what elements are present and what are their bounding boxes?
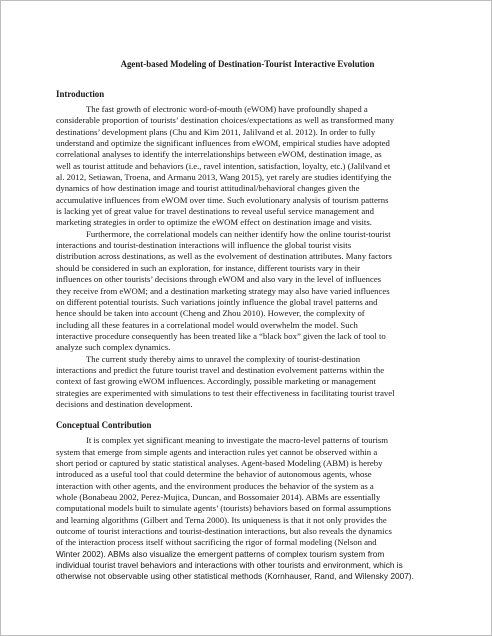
text-line: influences on other tourists’ decisions through eWOM and also vary in the level of influences [56, 274, 382, 285]
text-line: context of fast growing eWOM influences. Accordingly, possible marketing or management [56, 376, 376, 387]
text-line: understand and optimize the significant influences from eWOM, empirical studies have adopted [56, 138, 390, 149]
body-paragraph [56, 435, 439, 582]
text-line: they receive from eWOM; and a destination marketing strategy may also have varied influences [56, 285, 390, 296]
text-line: introduced as a useful tool that could determine the behavior of autonomous agents, whose [56, 469, 372, 480]
text-line: otherwise not observable using other statistical methods (Kornhauser, Rand, and Wilensky 2007). [56, 571, 414, 582]
text-line: interactions and predict the future tourist travel and destination evolvement patterns within the [56, 364, 385, 375]
text-line: interaction with other agents, and the environment produces the behavior of the system as a [56, 480, 374, 491]
text-line: decisions and destination development. [56, 398, 193, 409]
text-line: interactions and tourist-destination interactions will influence the global tourist visits [56, 240, 352, 251]
paper-title: Agent-based Modeling of Destination-Tourist Interactive Evolution [120, 59, 375, 69]
text-line: on different potential tourists. Such variations jointly influence the global travel patterns and [56, 296, 378, 307]
text-line: of the interaction process itself without sacrificing the rigor of formal modeling (Nelson and [56, 537, 377, 548]
text-line: al. 2012, Setiawan, Troena, and Armanu 2013, Wang 2015), yet rarely are studies identifying the [56, 172, 392, 183]
text-line: should be considered in such an exploration, for instance, different tourists vary in their [56, 262, 361, 273]
text-line: distribution across destinations, as well as the evolvement of destination attributes. Many factors [56, 251, 392, 262]
text-line: short period or captured by static statistical analyses. Agent-based Modeling (ABM) is hereby [56, 457, 383, 468]
text-line: correlational analyses to identify the interrelationships between eWOM, destination image, as [56, 149, 382, 160]
text-line: system that emerge from simple agents and interaction rules yet cannot be observed within a [56, 446, 378, 457]
text-line: whole (Bonabeau 2002, Perez-Mujica, Duncan, and Bossomaier 2014). ABMs are essentially [56, 492, 381, 502]
body-paragraph [56, 229, 439, 354]
text-line: including all these features in a correlational model would overwhelm the model. Such [56, 319, 358, 330]
text-line: marketing strategies in order to optimize the eWOM effect on destination image and visits. [56, 217, 372, 228]
body-paragraph [56, 354, 439, 411]
text-line: well as tourist attitude and behaviors (i.e., ravel intention, satisfaction, loyalty, etc.) (Jalilvand et [56, 160, 391, 171]
text-line: interactive procedure consequently has been treated like a “black box” given the lack of tool to [56, 330, 386, 341]
text-line: Winter 2002). ABMs also visualize the emergent patterns of complex tourism system from [56, 548, 385, 559]
section-heading: Conceptual Contribution [56, 420, 152, 431]
text-line: individual tourist travel behaviors and interactions with other tourists and environment, which is [56, 560, 403, 571]
text-line: accumulative influences from eWOM over time. Such evolutionary analysis of tourism patterns [56, 194, 389, 205]
text-line: is lacking yet of great value for travel destinations to reveal useful service management and [56, 206, 374, 217]
document-body [56, 59, 439, 583]
text-line: analyze such complex dynamics. [56, 342, 171, 353]
text-line: outcome of tourist interactions and tourist-destination interactions, but also reveals the dynamics [56, 526, 392, 537]
text-line: Furthermore, the correlational models can neither identify how the online tourist-tourist [86, 228, 391, 239]
text-line: It is complex yet significant meaning to investigate the macro-level patterns of tourism [86, 435, 389, 446]
body-paragraph [56, 104, 439, 229]
text-line: hence should be taken into account (Cheng and Zhou 2010). However, the complexity of [56, 308, 365, 319]
text-line: The fast growth of electronic word-of-mouth (eWOM) have profoundly shaped a [86, 104, 368, 114]
text-line: and learning algorithms (Gilbert and Terna 2000). Its uniqueness is that it not only provides the [56, 514, 387, 525]
text-line: strategies are experimented with simulations to test their effectiveness in facilitating tourist travel [56, 387, 395, 398]
text-line: destinations’ development plans (Chu and Kim 2011, Jalilvand et al. 2012). In order to fully [56, 126, 376, 137]
section-heading: Introduction [56, 89, 105, 99]
text-line: considerable proportion of tourists’ destination choices/expectations as well as transformed many [56, 115, 395, 126]
text-line: The current study thereby aims to unravel the complexity of tourist-destination [86, 353, 361, 364]
text-line: dynamics of how destination image and tourist attitudinal/behavioral changes given the [56, 183, 360, 194]
section-spacer [56, 410, 439, 420]
text-line: computational models built to simulate agents’ (tourists) behaviors based on formal assumptions [56, 503, 391, 514]
